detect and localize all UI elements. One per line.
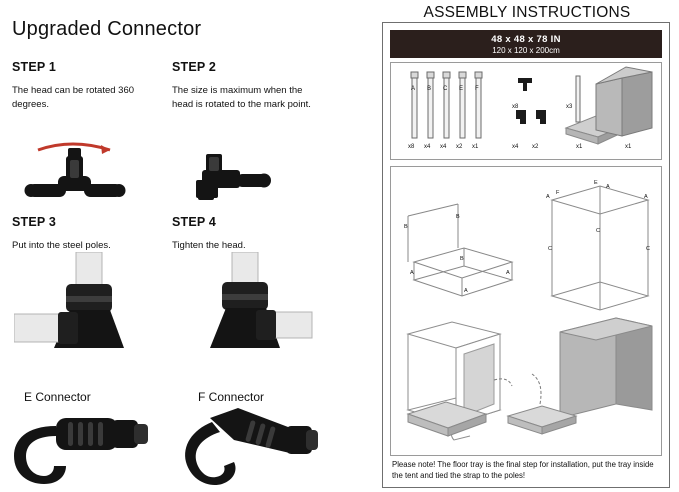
part-count-hooks: x8 xyxy=(512,104,519,110)
part-count-connector-e: x4 xyxy=(512,144,519,150)
svg-text:C: C xyxy=(596,228,600,234)
step-1-illustration xyxy=(14,140,154,212)
part-letter-b: B xyxy=(427,86,432,92)
step-3-text: Put into the steel poles. xyxy=(12,240,111,251)
step-1-block xyxy=(12,60,152,112)
svg-text:A: A xyxy=(506,270,510,276)
svg-text:C: C xyxy=(646,246,650,252)
svg-text:A: A xyxy=(546,194,550,200)
page-title: Upgraded Connector xyxy=(12,18,202,40)
svg-text:A: A xyxy=(464,288,468,294)
svg-text:C: C xyxy=(548,246,552,252)
size-metric: 120 x 120 x 200cm xyxy=(492,45,560,55)
f-connector-illustration xyxy=(176,406,326,488)
size-imperial: 48 x 48 x 78 IN xyxy=(491,33,561,45)
step-4-label: STEP 4 xyxy=(172,215,217,229)
step-1-label: STEP 1 xyxy=(12,60,57,74)
part-count-tray: x1 xyxy=(576,144,583,150)
part-count-f: x1 xyxy=(472,144,479,150)
part-letter-e: E xyxy=(459,86,464,92)
step-2-text: The size is maximum when the head is rotated to the mark point. xyxy=(172,85,311,110)
f-connector-label: F Connector xyxy=(198,390,265,404)
size-bar xyxy=(390,30,662,58)
step-3-label: STEP 3 xyxy=(12,215,57,229)
part-letter-c: C xyxy=(443,86,448,92)
svg-text:B: B xyxy=(460,256,464,262)
assembly-illustration xyxy=(390,166,662,456)
e-connector-illustration xyxy=(8,412,158,488)
step-4-block xyxy=(172,215,312,253)
svg-text:F: F xyxy=(556,190,560,196)
right-panel xyxy=(382,0,672,492)
assembly-title: ASSEMBLY INSTRUCTIONS xyxy=(423,4,631,21)
part-count-connector-f: x2 xyxy=(532,144,539,150)
part-count-bar: x3 xyxy=(566,104,573,110)
step-3-illustration xyxy=(14,252,158,362)
step-4-text: Tighten the head. xyxy=(172,240,246,251)
step-2-illustration xyxy=(176,140,316,212)
step-3-block xyxy=(12,215,152,253)
svg-text:A: A xyxy=(606,184,610,190)
step-2-block xyxy=(172,60,312,112)
svg-text:A: A xyxy=(410,270,414,276)
step-4-illustration xyxy=(176,252,320,362)
part-count-e: x2 xyxy=(456,144,463,150)
svg-text:B: B xyxy=(456,214,460,220)
svg-text:B: B xyxy=(404,224,408,230)
part-letter-a: A xyxy=(411,86,416,92)
parts-illustration xyxy=(390,62,662,160)
svg-text:A: A xyxy=(644,194,648,200)
step-2-label: STEP 2 xyxy=(172,60,217,74)
part-count-c: x4 xyxy=(440,144,447,150)
part-count-a: x8 xyxy=(408,144,415,150)
footer-note: Please note! The floor tray is the final step for installation, put the tray inside the tent and tied the strap to the poles! xyxy=(392,460,654,480)
part-count-cover: x1 xyxy=(625,144,632,150)
e-connector-label: E Connector xyxy=(24,390,91,404)
svg-text:E: E xyxy=(594,180,598,186)
part-letter-f: F xyxy=(475,86,479,92)
step-1-text: The head can be rotated 360 degrees. xyxy=(12,85,135,110)
part-count-b: x4 xyxy=(424,144,431,150)
